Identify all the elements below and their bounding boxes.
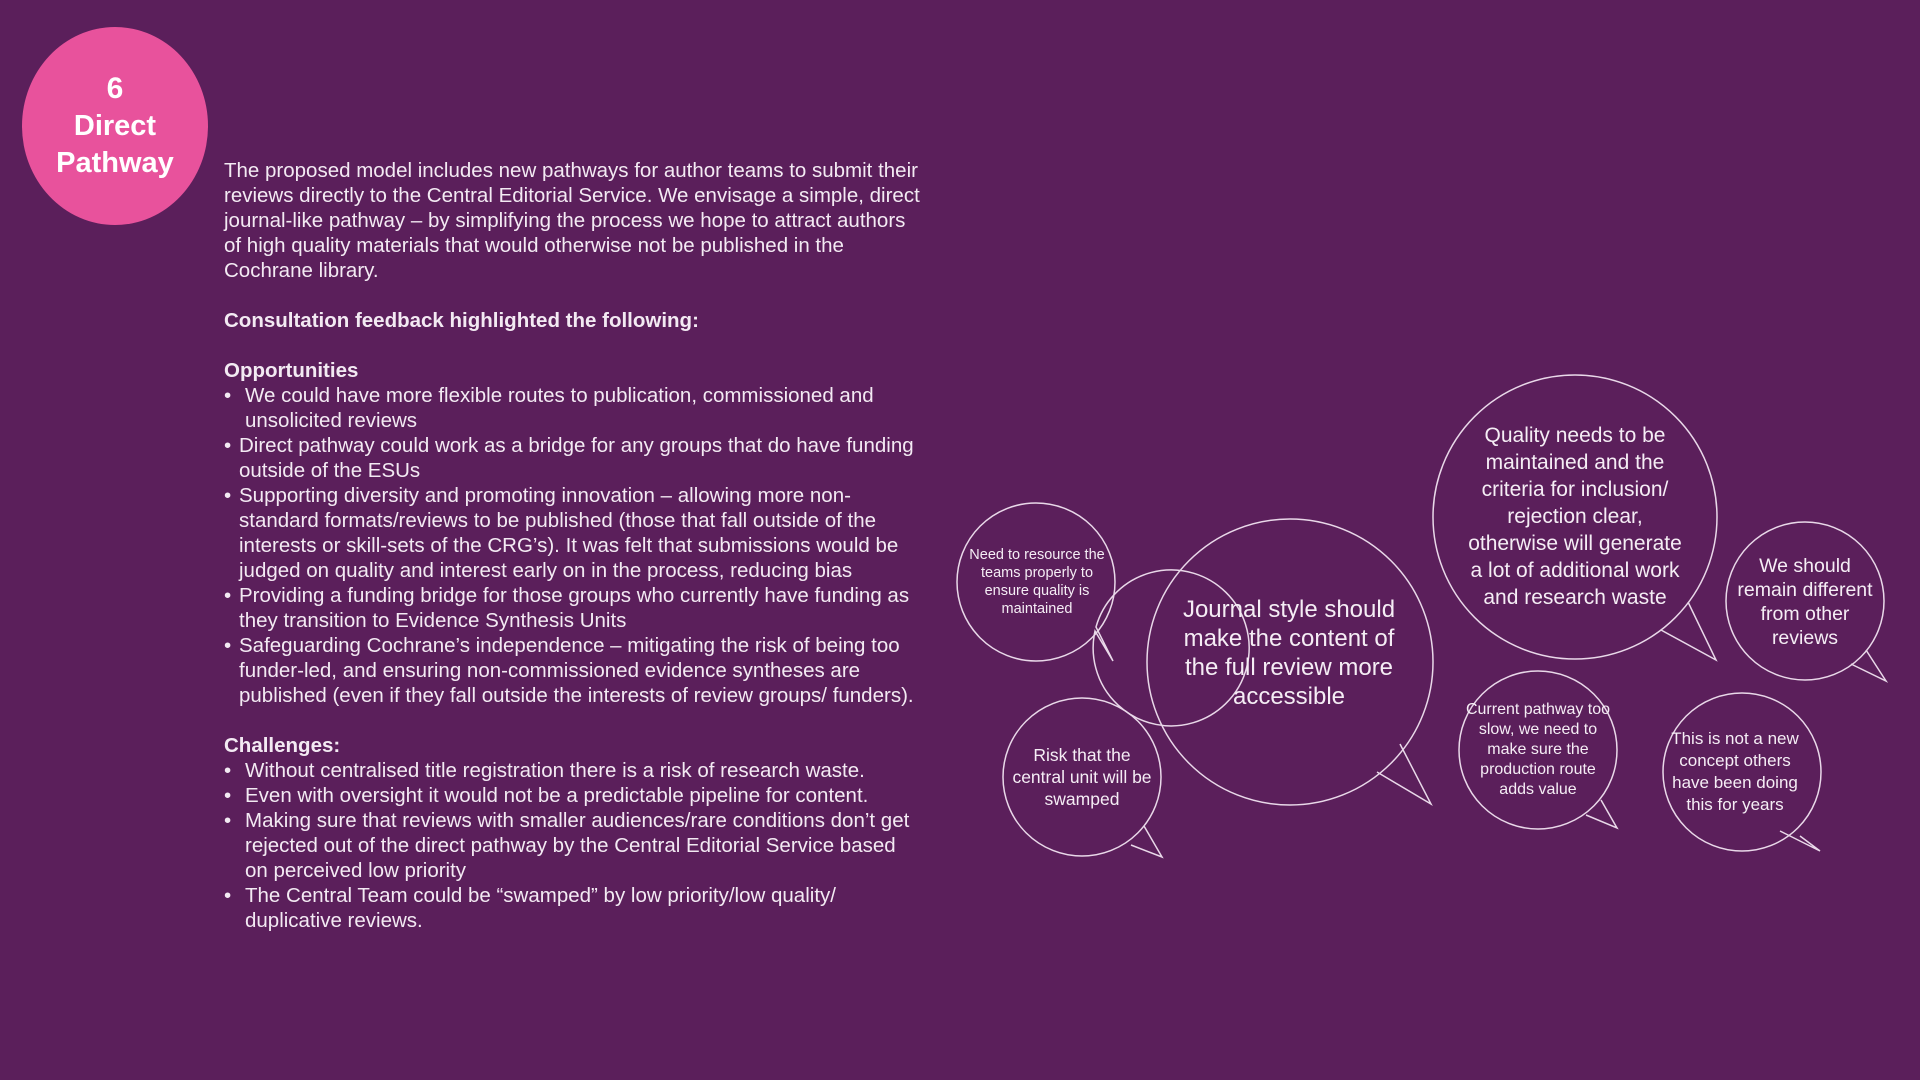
bubble-text-journal-style: Journal style should make the content of the full review more accessible [1182,596,1396,710]
speech-bubble-shape [1586,800,1617,828]
speech-bubble-shape [1780,831,1820,851]
badge-title-line2: Pathway [56,147,174,179]
opportunity-item: • Direct pathway could work as a bridge for any groups that do have funding outside of the ESUs [224,433,924,483]
intro-paragraph: The proposed model includes new pathways for author teams to submit their reviews directly to the Central Editorial Service. We envisage a simple, direct journal-like pathway – by simplifying the process we hope to attract authors of high quality materials that would otherwise not be published in the Cochrane library. [224,159,920,282]
bubble-text-quality: Quality needs to be maintained and the criteria for inclusion/ rejection clear, otherwise will generate a lot of additional work and research waste [1468,423,1682,609]
challenge-item: • Without centralised title registration there is a risk of research waste. [224,758,924,783]
bubble-text-resource: Need to resource the teams properly to ensure quality is maintained [969,547,1105,617]
challenge-item: • The Central Team could be “swamped” by low priority/low quality/ duplicative reviews. [224,883,924,933]
opportunities-heading: Opportunities [224,359,359,382]
challenges-heading: Challenges: [224,734,341,757]
challenge-item: • Making sure that reviews with smaller audiences/rare conditions don’t get rejected out of the direct pathway by the Central Editorial Service based on perceived low priority [224,808,924,883]
opportunity-item: • Providing a funding bridge for those groups who currently have funding as they transition to Evidence Synthesis Units [224,583,924,633]
bubble-text-swamped: Risk that the central unit will be swamped [1012,745,1152,809]
speech-bubble-shape [1377,744,1431,804]
bubble-text-remain-different: We should remain different from other reviews [1737,555,1873,649]
feedback-heading: Consultation feedback highlighted the following: [224,309,699,332]
bubble-text-current-pathway: Current pathway too slow, we need to make sure the production route adds value [1465,701,1611,798]
opportunity-item: • Supporting diversity and promoting innovation – allowing more non-standard formats/reviews to be published (those that fall outside of the interests or skill-sets of the CRG’s). It was felt that submissions would be judged on quality and interest early on in the process, reducing bias [224,483,924,583]
bubble-text-not-new: This is not a new concept others have been doing this for years [1671,729,1799,814]
opportunity-item: • Safeguarding Cochrane’s independence – mitigating the risk of being too funder-led, and ensuring non-commissioned evidence syntheses are published (even if they fall outside the interests of review groups/ funders). [224,633,924,708]
speech-bubble-shape [1131,826,1162,857]
challenge-item: • Even with oversight it would not be a predictable pipeline for content. [224,783,924,808]
opportunity-item: • We could have more flexible routes to publication, commissioned and unsolicited reviews [224,383,924,433]
badge-number: 6 [106,72,124,105]
badge-title-line1: Direct [73,110,157,142]
